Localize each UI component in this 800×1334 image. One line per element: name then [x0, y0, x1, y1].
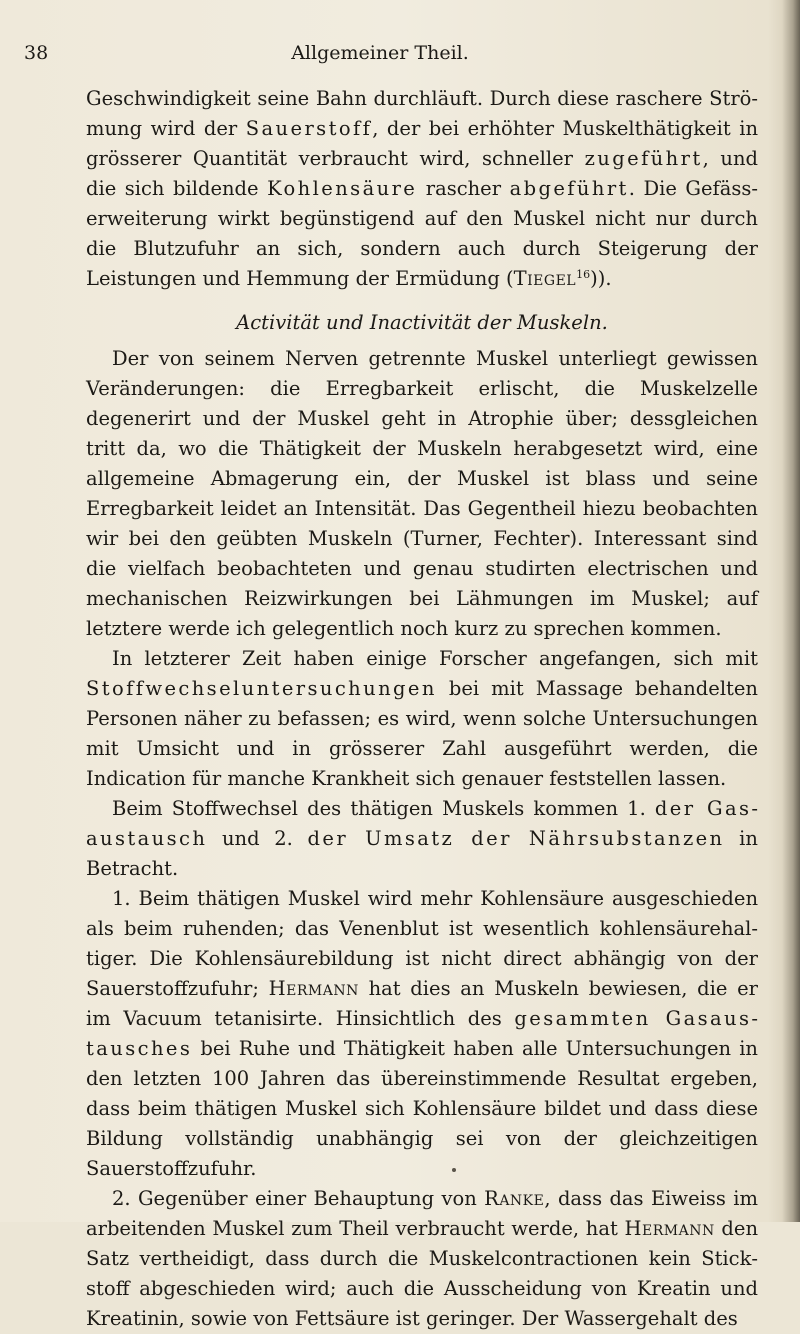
text-run: In letzterer Zeit haben einige Forscher angefangen, sich mit	[112, 647, 758, 670]
paragraph-1	[86, 84, 758, 294]
emphasis-zugefuehrt: zugeführt	[584, 147, 703, 170]
text-run: , und die sich bildende	[86, 147, 758, 200]
text-run: bei Ruhe und Thätigkeit haben alle Untersuchungen in den letzten 100 Jahren das übereinstimmende Resultat ergeben, dass beim thätigen Muskel sich Kohlensäure bildet und dass diese Bildung vollständig unabhängig sei von der gleichzeitigen Sauerstoffzufuhr.	[86, 1037, 758, 1180]
paragraph-4	[86, 794, 758, 884]
text-run: . Die Gefässerweiterung wirkt begünstigend auf den Muskel nicht nur durch die Blutzufuhr an sich, sondern auch durch Steigerung der Leistungen und Hemmung der Ermüdung (	[86, 177, 759, 290]
page-edge-shadow	[782, 0, 800, 1222]
section-heading: Activität und Inactivität der Muskeln.	[236, 311, 608, 334]
emphasis-stoffwechsel: Stoffwechseluntersuchungen	[86, 677, 437, 700]
emphasis-gasaustausch-2: gesammten Gasaustausches	[86, 1007, 758, 1060]
footnote-ref: 16	[576, 268, 591, 281]
page-header	[24, 42, 736, 70]
emphasis-gasaustausch: der Gasaustausch	[86, 797, 758, 850]
text-run: )).	[590, 267, 612, 290]
text-run: , der bei erhöhter Muskelthätigkeit in grösserer Quantität verbraucht wird, schneller	[86, 117, 759, 170]
text-run: den Satz vertheidigt, dass durch die Muskelcontractionen kein Stickstoff abgeschieden wird; auch die Ausscheidung von Kreatin und Kreatinin, sowie von Fettsäure ist geringer. Der Wassergehalt des	[86, 1217, 758, 1330]
text-run: in Betracht.	[86, 827, 758, 880]
running-head: Allgemeiner Theil.	[291, 42, 469, 64]
ink-speck	[452, 1168, 456, 1172]
text-run: Geschwindigkeit seine Bahn durchläuft. Durch diese raschere Strömung wird der	[86, 87, 758, 140]
author-hermann-2: Hermann	[624, 1217, 715, 1240]
emphasis-abgefuehrt: abgeführt	[509, 177, 629, 200]
paragraph-3	[86, 644, 758, 794]
author-tiegel: Tiegel	[513, 267, 577, 290]
page-number: 38	[24, 42, 49, 64]
text-run: 2. Gegenüber einer Behauptung von	[112, 1187, 485, 1210]
emphasis-sauerstoff: Sauerstoff	[245, 117, 373, 140]
text-run: rascher	[417, 177, 510, 200]
body-text	[86, 84, 758, 1334]
emphasis-umsatz: der Umsatz der Nährsubstanzen	[307, 827, 725, 850]
paragraph-6	[86, 1184, 758, 1334]
paragraph-2: Der von seinem Nerven getrennte Muskel unterliegt gewissen Veränderungen: die Erregbarkeit erlischt, die Muskelzelle degenerirt und der Muskel geht in Atrophie über; dessgleichen tritt da, wo die Thätigkeit der Muskeln herabgesetzt wird, eine allgemeine Abmagerung ein, der Muskel ist blass und seine Erregbarkeit leidet an Intensität. Das Gegentheil hiezu beobachten wir bei den geübten Muskeln (Turner, Fechter). Interessant sind die vielfach beobachteten und genau studirten electrischen und mechanischen Reizwirkungen bei Lähmungen im Muskel; auf letztere werde ich gelegentlich noch kurz zu sprechen kommen.	[86, 347, 758, 640]
emphasis-kohlensaeure: Kohlensäure	[267, 177, 418, 200]
text-run: Beim Stoffwechsel des thätigen Muskels kommen 1.	[112, 797, 655, 820]
text-run: hat dies an Muskeln bewiesen, die er im Vacuum tetanisirte. Hinsichtlich des	[86, 977, 758, 1030]
text-run: und 2.	[207, 827, 308, 850]
text-run: , dass das Eiweiss im arbeitenden Muskel zum Theil verbraucht werde, hat	[86, 1187, 758, 1240]
text-run: 1. Beim thätigen Muskel wird mehr Kohlensäure ausgeschieden als beim ruhenden; das Venenblut ist wesentlich kohlensäurehaltiger. Die Kohlensäurebildung ist nicht direct abhängig von der Sauerstoffzufuhr;	[86, 887, 758, 1000]
paragraph-5	[86, 884, 758, 1184]
text-run: bei mit Massage behandelten Personen näher zu befassen; es wird, wenn solche Untersuchungen mit Umsicht und in grösserer Zahl ausgeführt werden, die Indication für manche Krankheit sich genauer feststellen lassen.	[86, 677, 758, 790]
author-ranke: Ranke	[484, 1187, 545, 1210]
author-hermann: Hermann	[268, 977, 359, 1000]
